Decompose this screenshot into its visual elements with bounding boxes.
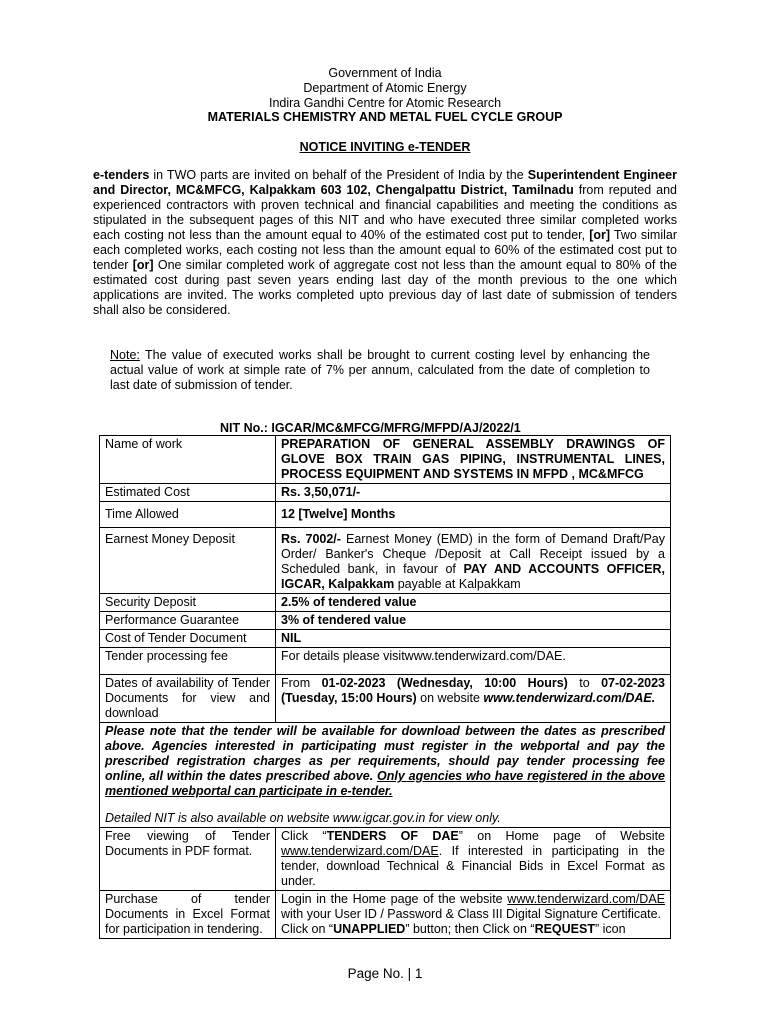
emd-text-1: Earnest Money (EMD) in the form of Demand Draft/Pay Order/ Banker's Cheque /Deposit at Call Receipt issued by a Scheduled bank, in favour of	[281, 532, 665, 576]
cost-of-document-value: NIL	[276, 630, 671, 648]
intro-paragraph	[93, 168, 677, 318]
emd-amount: Rs. 7002/-	[281, 532, 341, 546]
table-row	[100, 675, 671, 723]
table-row	[100, 436, 671, 484]
intro-bold-authority: Superintendent Engineer and Director, MC&MFCG, Kalpakkam 603 102, Chengalpattu District, Tamilnadu	[93, 168, 677, 197]
nit-number: NIT No.: IGCAR/MC&MFCG/MFRG/MFPD/AJ/2022/1	[220, 421, 521, 435]
processing-fee-value: For details please visitwww.tenderwizard.com/DAE.	[276, 648, 671, 675]
emd-payee: PAY AND ACCOUNTS OFFICER, IGCAR, Kalpakkam	[281, 562, 665, 591]
purchase-text-1: Login in the Home page of the website	[281, 892, 508, 906]
purchase-text-5: ” icon	[595, 922, 626, 936]
intro-bold-etenders: e-tenders	[93, 168, 150, 182]
table-row	[100, 648, 671, 675]
please-note-text: Please note that the tender will be available for download between the dates as prescribed above. Agencies interested in participating must register in the webportal and pay the prescribed registration charges as per requirements, should pay tender processing fee online, all within the dates prescribed above.	[105, 724, 665, 783]
intro-or-2: [or]	[132, 258, 154, 272]
notice-title: NOTICE INVITING e-TENDER	[299, 140, 471, 154]
free-viewing-label: Free viewing of Tender Documents in PDF format.	[100, 828, 276, 891]
please-note-cell	[100, 723, 671, 828]
intro-text-2: from reputed and experienced contractors with proven technical and financial capabilities and meeting the conditions as stipulated in the subsequent pages of this NIT and who have executed three similar completed works each costing not less than the amount equal to 40% of the estimated cost put to tender,	[93, 183, 677, 242]
emd-text-2: payable at Kalpakkam	[394, 577, 521, 591]
page-number: Page No. | 1	[347, 966, 423, 981]
intro-text-3: Two similar each completed works, each costing not less than the amount equal to 60% of the estimated cost put to tender	[93, 228, 677, 272]
note-paragraph	[110, 348, 650, 393]
purchase-text-3: Click on “	[281, 922, 334, 936]
purchase-text-4: ” button; then Click on “	[405, 922, 535, 936]
performance-guarantee-label: Performance Guarantee	[100, 612, 276, 630]
table-row	[100, 502, 671, 528]
cost-of-document-label: Cost of Tender Document	[100, 630, 276, 648]
header-group: MATERIALS CHEMISTRY AND METAL FUEL CYCLE GROUP	[207, 110, 563, 124]
note-text: The value of executed works shall be brought to current costing level by enhancing the actual value of work at simple rate of 7% per annum, calculated from the date of completion to last date of submission of tender.	[110, 348, 650, 392]
dates-from: From	[281, 676, 322, 690]
please-note-underlined: Only agencies who have registered in the above mentioned webportal can participate in e-tender.	[105, 769, 665, 798]
dates-website: www.tenderwizard.com/DAE.	[483, 691, 656, 705]
note-label: Note:	[110, 348, 140, 362]
dates-availability-value	[276, 675, 671, 723]
purchase-label: Purchase of tender Documents in Excel Format for participation in tendering.	[100, 891, 276, 939]
intro-or-1: [or]	[589, 228, 611, 242]
dates-to: to	[567, 676, 602, 690]
purchase-value	[276, 891, 671, 939]
free-viewing-value	[276, 828, 671, 891]
intro-text-4: One similar completed work of aggregate cost not less than the amount equal to 80% of the estimated cost during past seven years ending last day of the month previous to the one which applications are invited. The works completed upto previous day of last date of submission of tenders shall also be considered.	[93, 258, 677, 317]
purchase-bold-request: REQUEST	[534, 922, 595, 936]
free-view-click: Click “	[281, 829, 327, 843]
dates-start: 01-02-2023 (Wednesday, 10:00 Hours)	[321, 676, 568, 690]
free-view-bold: TENDERS OF DAE	[326, 829, 459, 843]
dates-end: 07-02-2023 (Tuesday, 15:00 Hours)	[281, 676, 666, 705]
security-deposit-label: Security Deposit	[100, 594, 276, 612]
dates-availability-label: Dates of availability of Tender Documents for view and download	[100, 675, 276, 723]
header-centre: Indira Gandhi Centre for Atomic Research	[268, 96, 502, 110]
header-department: Department of Atomic Energy	[303, 81, 467, 95]
dates-on: on website	[416, 691, 484, 705]
table-row	[100, 630, 671, 648]
time-allowed-value: 12 [Twelve] Months	[276, 502, 671, 528]
table-row	[100, 828, 671, 891]
purchase-bold-unapplied: UNAPPLIED	[333, 922, 406, 936]
free-view-text-1: ” on Home page of Website	[458, 829, 666, 843]
tender-details-table	[99, 435, 671, 939]
purchase-link[interactable]: www.tenderwizard.com/DAE	[507, 892, 665, 906]
name-of-work-label: Name of work	[100, 436, 276, 484]
time-allowed-label: Time Allowed	[100, 502, 276, 528]
table-row	[100, 528, 671, 594]
detailed-nit-note: Detailed NIT is also available on website www.igcar.gov.in for view only.	[105, 811, 501, 825]
purchase-text-2: with your User ID / Password & Class III Digital Signature Certificate.	[281, 907, 661, 921]
estimated-cost-value: Rs. 3,50,071/-	[276, 484, 671, 502]
free-view-text-2: . If interested in participating in the tender, download Technical & Financial Bids in Excel Format as under.	[281, 844, 665, 888]
intro-text-1: in TWO parts are invited on behalf of the President of India by the	[149, 168, 528, 182]
processing-fee-label: Tender processing fee	[100, 648, 276, 675]
table-row	[100, 723, 671, 828]
free-view-link[interactable]: www.tenderwizard.com/DAE	[281, 844, 439, 858]
table-row	[100, 484, 671, 502]
header-government: Government of India	[328, 66, 442, 80]
name-of-work-value: PREPARATION OF GENERAL ASSEMBLY DRAWINGS OF GLOVE BOX TRAIN GAS PIPING, INSTRUMENTAL LINES, PROCESS EQUIPMENT AND SYSTEMS IN MFPD , MC&MFCG	[276, 436, 671, 484]
estimated-cost-label: Estimated Cost	[100, 484, 276, 502]
performance-guarantee-value: 3% of tendered value	[276, 612, 671, 630]
security-deposit-value: 2.5% of tendered value	[276, 594, 671, 612]
emd-value	[276, 528, 671, 594]
table-row	[100, 891, 671, 939]
emd-label: Earnest Money Deposit	[100, 528, 276, 594]
table-row	[100, 612, 671, 630]
table-row	[100, 594, 671, 612]
